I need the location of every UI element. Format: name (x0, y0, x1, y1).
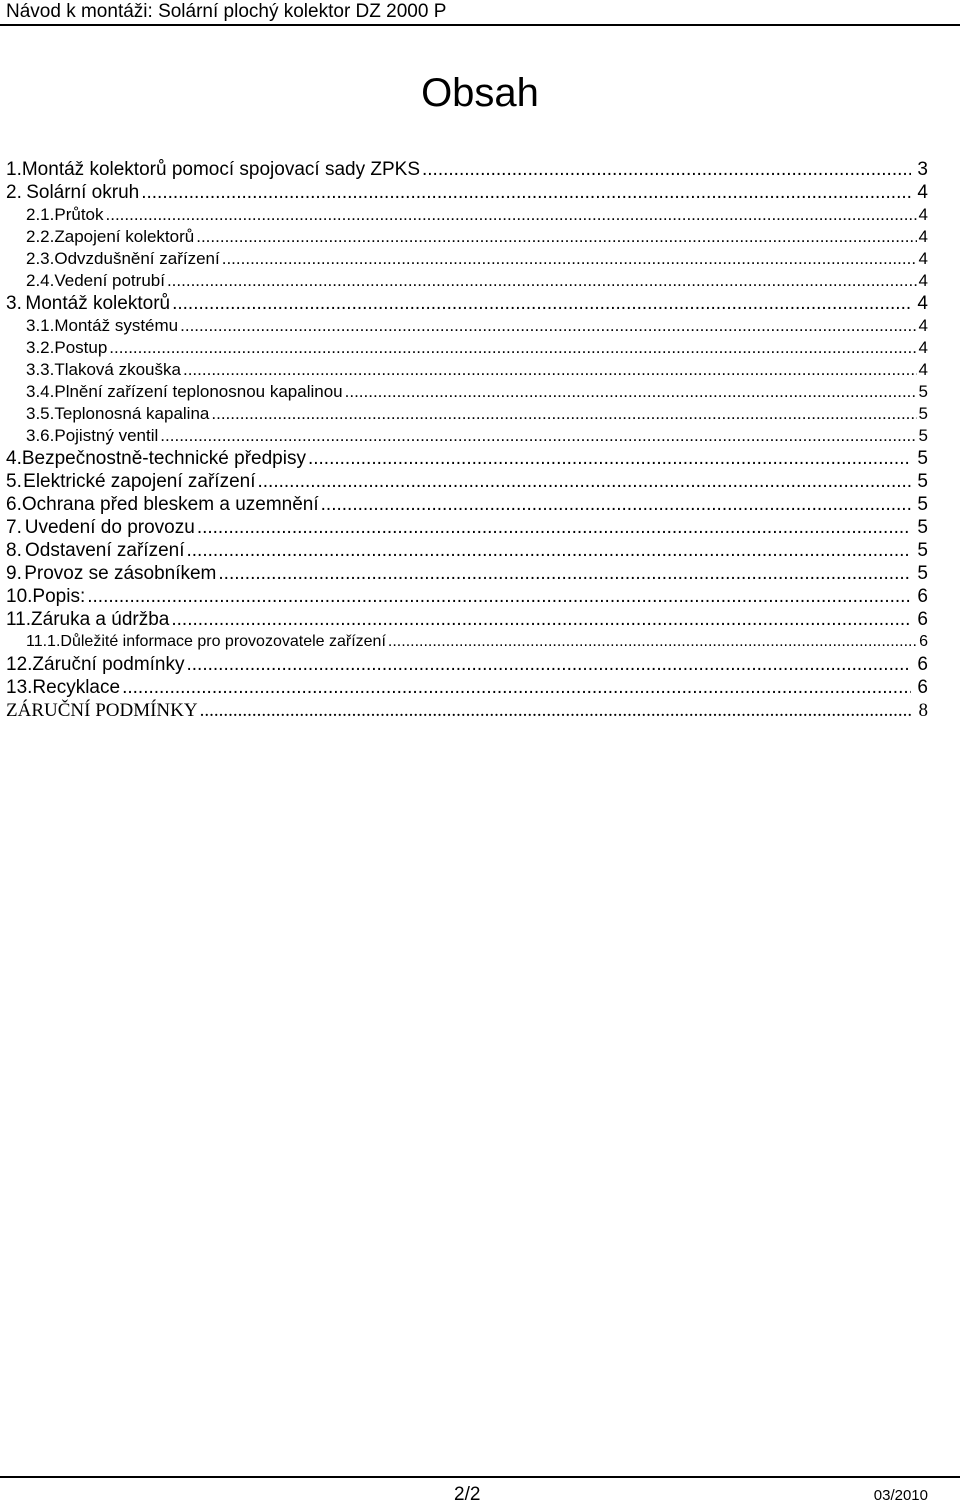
toc-dot-leader (106, 204, 917, 226)
toc-entry[interactable] (6, 226, 928, 248)
toc-dot-leader (218, 562, 911, 585)
toc-entry[interactable] (6, 653, 928, 676)
toc-entry-title: Popis: (32, 586, 86, 607)
document-header-title: Návod k montáži: Solární plochý kolektor DZ 2000 P (6, 1, 447, 22)
toc-entry-page: 8 (918, 700, 928, 721)
toc-dot-leader (141, 181, 911, 204)
toc-entry-number: 8. (6, 540, 22, 561)
toc-entry[interactable] (6, 270, 928, 292)
toc-dot-leader (186, 539, 911, 562)
toc-entry-title: Pojistný ventil (54, 426, 159, 445)
toc-heading: Obsah (421, 71, 539, 115)
toc-entry-number: 6. (6, 494, 22, 515)
toc-entry-page: 4 (917, 293, 928, 314)
toc-entry-number: 2.1. (26, 205, 55, 224)
header-rule (0, 24, 960, 26)
footer-date: 03/2010 (873, 1487, 928, 1504)
toc-entry[interactable] (6, 181, 928, 204)
toc-entry[interactable] (6, 248, 928, 270)
toc-entry-page: 3 (917, 159, 928, 180)
toc-entry-number: 2.4. (26, 271, 55, 290)
toc-dot-leader (183, 359, 917, 381)
toc-dot-leader (187, 653, 912, 676)
toc-entry-title: Provoz se zásobníkem (24, 563, 217, 584)
toc-entry-page: 6 (917, 609, 928, 630)
toc-entry-number: 5. (6, 471, 22, 492)
toc-entry-page: 6 (919, 633, 928, 650)
toc-entry[interactable] (6, 608, 928, 631)
toc-entry-title: Vedení potrubí (54, 271, 165, 290)
toc-entry-page: 6 (917, 586, 928, 607)
toc-dot-leader (180, 315, 916, 337)
toc-entry-page: 5 (917, 471, 928, 492)
toc-dot-leader (171, 608, 911, 631)
toc-entry-number: 2.2. (26, 227, 55, 246)
toc-entry[interactable] (6, 562, 928, 585)
toc-dot-leader (308, 447, 911, 470)
toc-dot-leader (172, 292, 911, 315)
toc-dot-leader (422, 158, 911, 181)
toc-entry[interactable] (6, 470, 928, 493)
toc-entry[interactable] (6, 516, 928, 539)
toc-entry-title: Záruka a údržba (31, 609, 170, 630)
toc-entry[interactable] (6, 337, 928, 359)
toc-entry-title: Elektrické zapojení zařízení (23, 471, 256, 492)
toc-entry-page: 4 (918, 227, 928, 246)
toc-entry-page: 5 (917, 517, 928, 538)
toc-entry-page: 5 (917, 540, 928, 561)
toc-entry[interactable] (6, 425, 928, 447)
toc-entry-title: Montáž kolektorů (25, 293, 171, 314)
toc-dot-leader (258, 470, 912, 493)
toc-entry-title: Záruční podmínky (32, 654, 185, 675)
footer-page-number: 2/2 (454, 1484, 481, 1505)
toc-entry-title: Montáž systému (54, 316, 179, 335)
toc-entry-page: 4 (918, 316, 928, 335)
toc-dot-leader (109, 337, 916, 359)
toc-entry-page: 5 (918, 382, 928, 401)
toc-entry[interactable] (6, 539, 928, 562)
toc-dot-leader (200, 699, 913, 722)
table-of-contents (6, 158, 928, 722)
toc-entry[interactable] (6, 292, 928, 315)
toc-entry-number: 3.6. (26, 426, 55, 445)
toc-entry-title: Tlaková zkouška (54, 360, 181, 379)
toc-dot-leader (197, 516, 912, 539)
toc-entry-number: 2.3. (26, 249, 55, 268)
toc-entry-title: Odstavení zařízení (25, 540, 185, 561)
toc-entry-page: 4 (918, 205, 928, 224)
toc-entry-title: Solární okruh (26, 182, 140, 203)
toc-entry[interactable] (6, 158, 928, 181)
toc-entry-title: Průtok (54, 205, 104, 224)
toc-entry-page: 4 (918, 338, 928, 357)
toc-entry-number: 12. (6, 654, 33, 675)
toc-entry[interactable] (6, 631, 928, 653)
toc-entry-page: 6 (917, 654, 928, 675)
toc-dot-leader (211, 403, 916, 425)
toc-entry-title: Teplonosná kapalina (54, 404, 210, 423)
footer-rule (0, 1476, 960, 1478)
toc-entry[interactable] (6, 204, 928, 226)
toc-entry-page: 4 (918, 360, 928, 379)
toc-entry-page: 5 (917, 563, 928, 584)
toc-entry[interactable] (6, 359, 928, 381)
toc-dot-leader (196, 226, 916, 248)
toc-entry-title: Odvzdušnění zařízení (54, 249, 220, 268)
toc-entry-number: 11.1. (26, 633, 61, 650)
toc-dot-leader (345, 381, 917, 403)
toc-entry-title: Uvedení do provozu (24, 517, 195, 538)
toc-entry-number: 3.1. (26, 316, 55, 335)
toc-entry-page: 6 (917, 677, 928, 698)
toc-dot-leader (222, 248, 917, 270)
toc-entry-title: Důležité informace pro provozovatele zařízení (60, 633, 386, 650)
toc-dot-leader (321, 493, 912, 516)
toc-entry-number: 11. (6, 609, 32, 630)
toc-entry-title: Plnění zařízení teplonosnou kapalinou (54, 382, 343, 401)
toc-entry-title: ZÁRUČNÍ PODMÍNKY (6, 700, 198, 721)
toc-entry-number: 7. (6, 517, 22, 538)
toc-entry-number: 3.2. (26, 338, 55, 357)
toc-entry-title: Recyklace (32, 677, 121, 698)
toc-dot-leader (160, 425, 916, 447)
toc-entry-page: 5 (917, 494, 928, 515)
toc-entry[interactable] (6, 676, 928, 699)
toc-dot-leader (122, 676, 911, 699)
toc-entry-number: 3.5. (26, 404, 55, 423)
toc-entry-title: Postup (54, 338, 108, 357)
toc-entry-number: 9. (6, 563, 22, 584)
toc-entry-page: 4 (918, 271, 928, 290)
toc-entry-number: 3.3. (26, 360, 55, 379)
toc-entry[interactable] (6, 493, 928, 516)
toc-entry-page: 5 (918, 426, 928, 445)
toc-entry-title: Zapojení kolektorů (54, 227, 195, 246)
toc-entry[interactable] (6, 585, 928, 608)
toc-entry[interactable] (6, 315, 928, 337)
toc-dot-leader (388, 631, 917, 653)
toc-entry-number: 2. (6, 182, 22, 203)
toc-entry[interactable] (6, 447, 928, 470)
toc-entry-number: 4. (6, 448, 22, 469)
toc-entry-title: Montáž kolektorů pomocí spojovací sady ZPKS (21, 159, 420, 180)
toc-entry-number: 3.4. (26, 382, 55, 401)
toc-entry-page: 5 (917, 448, 928, 469)
toc-entry-title: Ochrana před bleskem a uzemnění (21, 494, 319, 515)
toc-entry[interactable] (6, 699, 928, 722)
toc-entry-number: 10. (6, 586, 33, 607)
toc-entry-number: 3. (6, 293, 22, 314)
toc-entry[interactable] (6, 403, 928, 425)
toc-entry[interactable] (6, 381, 928, 403)
toc-dot-leader (167, 270, 917, 292)
toc-entry-number: 13. (6, 677, 33, 698)
toc-entry-page: 4 (917, 182, 928, 203)
toc-entry-page: 4 (918, 249, 928, 268)
toc-entry-number: 1. (6, 159, 22, 180)
toc-entry-title: Bezpečnostně-technické předpisy (21, 448, 306, 469)
toc-entry-page: 5 (918, 404, 928, 423)
toc-dot-leader (87, 585, 911, 608)
